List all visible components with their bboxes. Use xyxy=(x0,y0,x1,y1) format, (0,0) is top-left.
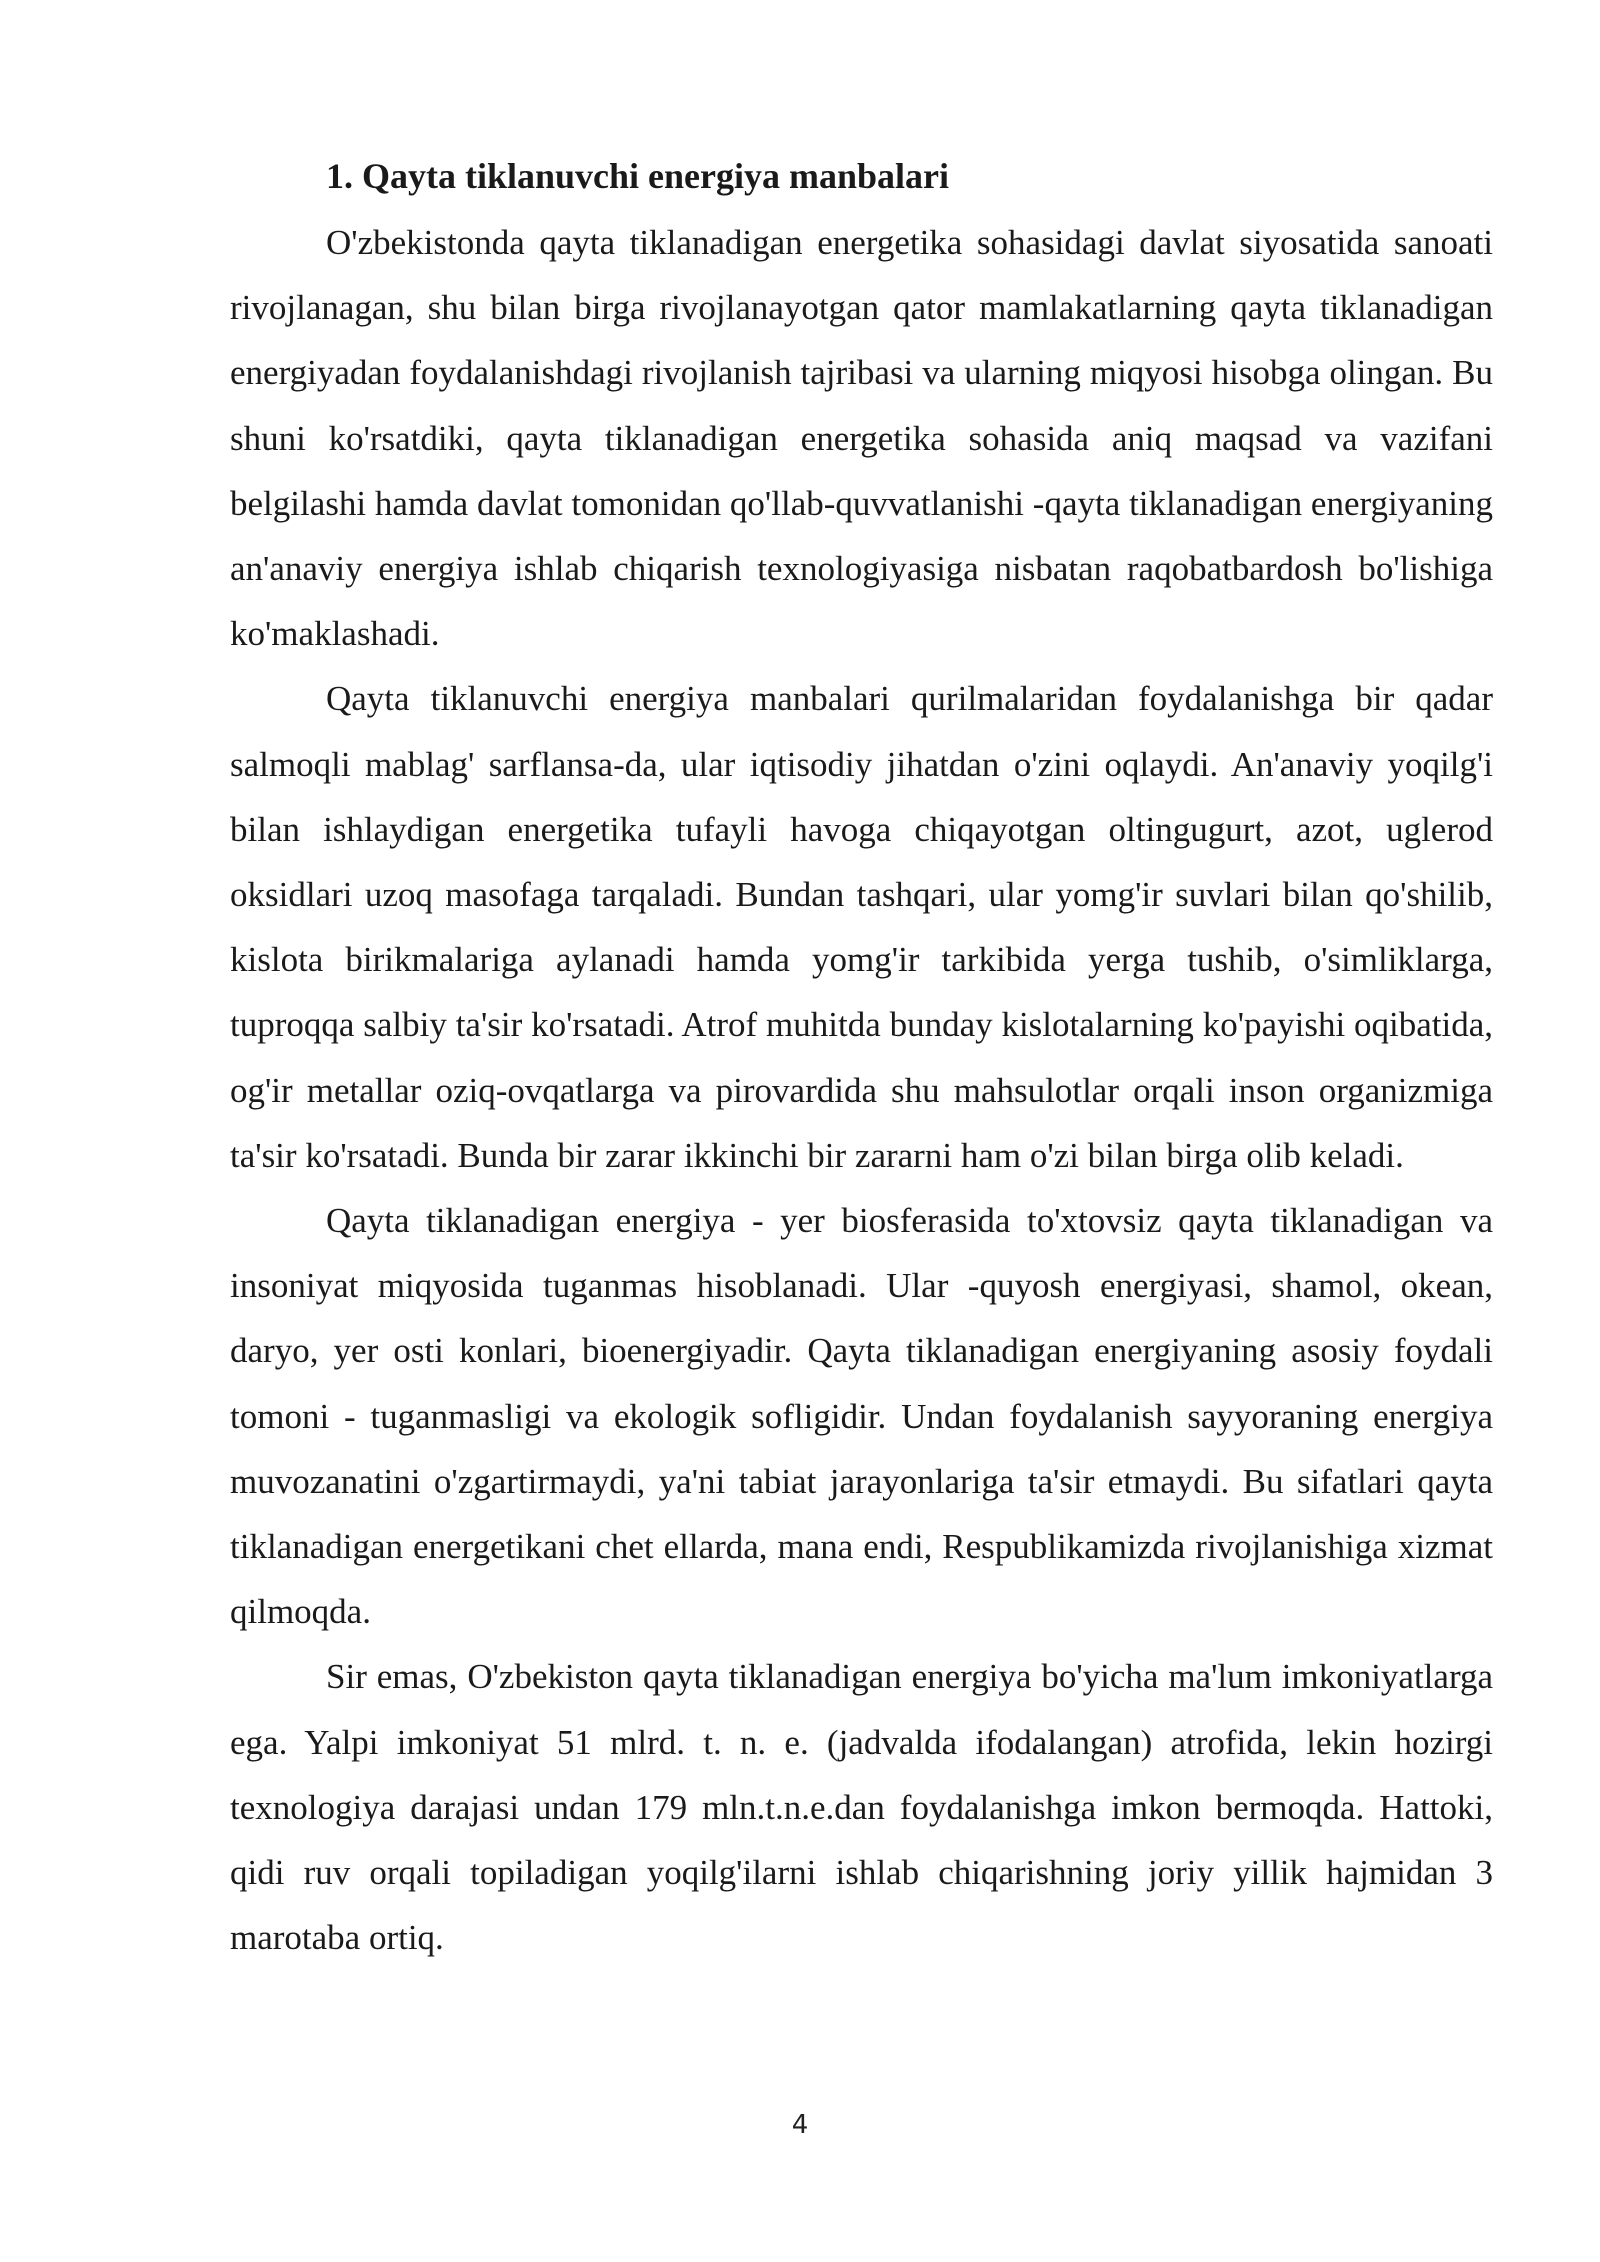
paragraph-3: Qayta tiklanadigan energiya - yer biosferasida to'xtovsiz qayta tiklanadigan va insoniyat miqyosida tuganmas hisoblanadi. Ular -quyosh energiyasi, shamol, okean, daryo, yer osti konlari, bioenergiyadir. Qayta tiklanadigan energiyaning asosiy foydali tomoni - tuganmasligi va ekologik sofligidir. Undan foydalanish sayyoraning energiya muvozanatini o'zgartirmaydi, ya'ni tabiat jarayonlariga ta'sir etmaydi. Bu sifatlari qayta tiklanadigan energetikani chet ellarda, mana endi, Respublikamizda rivojlanishiga xizmat qilmoqda. xyxy=(230,1201,1493,1632)
section-heading: 1. Qayta tiklanuvchi energiya manbalari xyxy=(326,156,950,196)
paragraph-1: O'zbekistonda qayta tiklanadigan energetika sohasidagi davlat siyosatida sanoati rivojlanagan, shu bilan birga rivojlanayotgan qator mamlakatlarning qayta tiklanadigan energiyadan foydalanishdagi rivojlanish tajribasi va ularning miqyosi hisobga olingan. Bu shuni ko'rsatdiki, qayta tiklanadigan energetika sohasida aniq maqsad va vazifani belgilashi hamda davlat tomonidan qo'llab-quvvatlanishi -qayta tiklanadigan energiyaning an'anaviy energiya ishlab chiqarish texnologiyasiga nisbatan raqobatbardosh bo'lishiga ko'maklashadi. xyxy=(230,223,1493,654)
page-number: 4 xyxy=(791,2110,809,2140)
paragraph-2: Qayta tiklanuvchi energiya manbalari qurilmalaridan foydalanishga bir qadar salmoqli mablag' sarflansa-da, ular iqtisodiy jihatdan o'zini oqlaydi. An'anaviy yoqilg'i bilan ishlaydigan energetika tufayli havoga chiqayotgan oltingugurt, azot, uglerod oksidlari uzoq masofaga tarqaladi. Bundan tashqari, ular yomg'ir suvlari bilan qo'shilib, kislota birikmalariga aylanadi hamda yomg'ir tarkibida yerga tushib, o'simliklarga, tuproqqa salbiy ta'sir ko'rsatadi. Atrof muhitda bunday kislotalarning ko'payishi oqibatida, og'ir metallar oziq-ovqatlarga va pirovardida shu mahsulotlar orqali inson organizmiga ta'sir ko'rsatadi. Bunda bir zarar ikkinchi bir zararni ham o'zi bilan birga olib keladi. xyxy=(230,679,1493,1175)
page-content xyxy=(230,150,1493,1970)
paragraph-4: Sir emas, O'zbekiston qayta tiklanadigan energiya bo'yicha ma'lum imkoniyatlarga ega. Yalpi imkoniyat 51 mlrd. t. n. e. (jadvalda ifodalangan) atrofida, lekin hozirgi texnologiya darajasi undan 179 mln.t.n.e.dan foydalanishga imkon bermoqda. Hattoki, qidi ruv orqali topiladigan yoqilg'ilarni ishlab chiqarishning joriy yillik hajmidan 3 marotaba ortiq. xyxy=(230,1657,1493,1958)
